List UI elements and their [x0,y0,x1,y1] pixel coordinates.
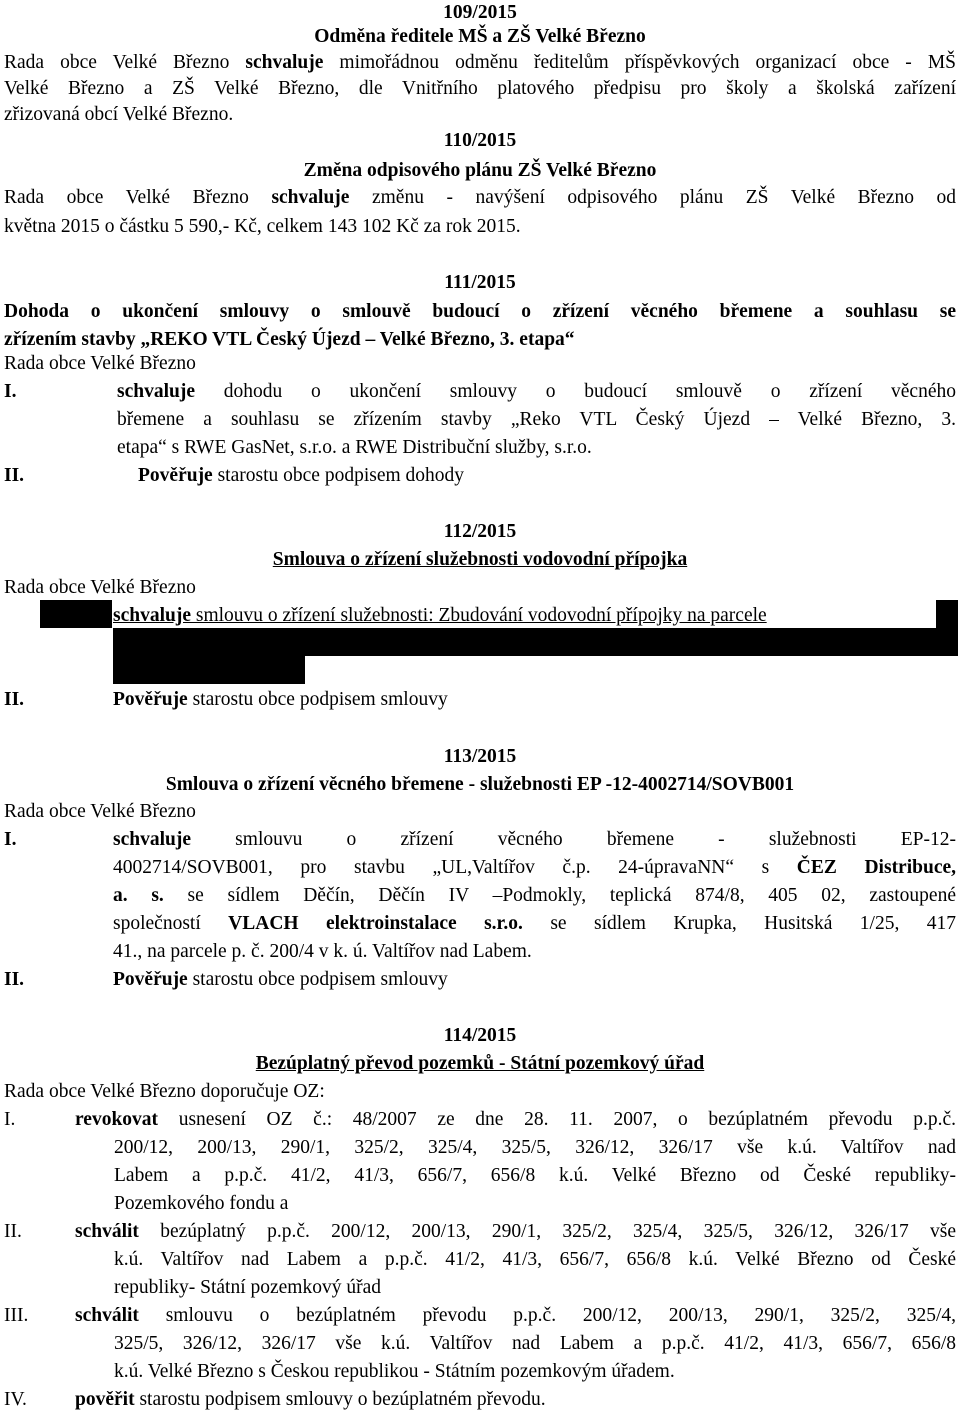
resolution-title: Smlouva o zřízení služebnosti vodovodní přípojka [272,549,688,570]
body-intro: Rada obce Velké Březno doporučuje OZ: [4,1081,325,1102]
text-line: Pověřuje starostu obce podpisem dohody [138,465,465,486]
text-line: 41., na parcele p. č. 200/4 v k. ú. Valtířov nad Labem. [113,941,532,962]
text-line: společností VLACH elektroinstalace s.r.o. se sídlem Krupka, Husitská 1/25, 417 [113,913,956,934]
text-line: 4002714/SOVB001, pro stavbu „UL,Valtířov č.p. 24-úpravaNN“ s ČEZ Distribuce, [113,857,957,878]
text-line: zřizovaná obcí Velké Březno. [4,104,234,125]
item-number: III. [4,1305,29,1326]
resolution-number: 109/2015 [443,2,517,23]
text-line: břemene a souhlasu se zřízením stavby „Reko VTL Český Újezd – Velké Březno, 3. [117,409,956,430]
redaction-block [936,600,958,628]
item-number: II. [4,969,25,990]
text-line: republiky- Státní pozemkový úřad [114,1277,381,1298]
text-line: schvaluje smlouvu o zřízení věcného břemene - služebnosti EP-12- [113,829,956,850]
text-line: Rada obce Velké Březno schvaluje změnu - navýšení odpisového plánu ZŠ Velké Březno od [4,187,957,208]
text-line: etapa“ s RWE GasNet, s.r.o. a RWE Distribuční služby, s.r.o. [117,437,592,458]
text-line: k.ú. Velké Březno s Českou republikou - Státním pozemkovým úřadem. [114,1361,675,1382]
redaction-block [113,628,958,656]
item-number: I. [4,1109,16,1130]
item-number: IV. [4,1389,27,1410]
item-number: I. [4,381,17,402]
resolution-title: Smlouva o zřízení věcného břemene - služebnosti EP -12-4002714/SOVB001 [165,774,795,795]
text-line: Rada obce Velké Březno schvaluje mimořádnou odměnu ředitelům příspěvkových organizací obce - MŠ [4,52,956,73]
item-number: II. [4,1221,22,1242]
resolution-number: 111/2015 [444,272,516,293]
body-intro: Rada obce Velké Březno [4,577,196,598]
redaction-block [40,600,112,628]
text-line: Labem a p.p.č. 41/2, 41/3, 656/7, 656/8 k.ú. Velké Březno od České republiky- [114,1165,956,1186]
text-line: schválit bezúplatný p.p.č. 200/12, 200/13, 290/1, 325/2, 325/4, 325/5, 326/12, 326/17 vše [75,1221,956,1242]
text-line: Velké Březno a ZŠ Velké Březno, dle Vnitřního platového předpisu pro školy a školská zařízení [4,78,956,99]
text-line: k.ú. Valtířov nad Labem a p.p.č. 41/2, 41/3, 656/7, 656/8 k.ú. Velké Březno od České [114,1249,956,1270]
text-line: schvaluje smlouvu o zřízení služebnosti: Zbudování vodovodní přípojky na parcele [113,605,767,626]
resolution-title: Odměna ředitele MŠ a ZŠ Velké Březno [314,26,646,47]
redaction-block [113,656,305,684]
item-number: II. [4,689,25,710]
text-line: schválit smlouvu o bezúplatném převodu p.p.č. 200/12, 200/13, 290/1, 325/2, 325/4, [75,1305,956,1326]
text-line: května 2015 o částku 5 590,- Kč, celkem 143 102 Kč za rok 2015. [4,216,521,237]
text-line: schvaluje dohodu o ukončení smlouvy o budoucí smlouvě o zřízení věcného [117,381,956,402]
text-line: a. s. se sídlem Děčín, Děčín IV –Podmokly, teplická 874/8, 405 02, zastoupené [113,885,956,906]
text-line: Pověřuje starostu obce podpisem smlouvy [113,689,448,710]
resolution-number: 114/2015 [443,1025,517,1046]
text-line: Pozemkového fondu a [114,1193,289,1214]
text-line: pověřit starostu podpisem smlouvy o bezúplatném převodu. [75,1389,546,1410]
text-line: Pověřuje starostu obce podpisem smlouvy [113,969,448,990]
resolution-number: 110/2015 [443,130,517,151]
resolution-title: zřízením stavby „REKO VTL Český Újezd – Velké Březno, 3. etapa“ [4,329,575,350]
resolution-title: Změna odpisového plánu ZŠ Velké Březno [303,160,657,181]
text-line: 200/12, 200/13, 290/1, 325/2, 325/4, 325/5, 326/12, 326/17 vše k.ú. Valtířov nad [114,1137,956,1158]
resolution-number: 113/2015 [443,746,517,767]
resolution-title: Bezúplatný převod pozemků - Státní pozemkový úřad [255,1053,705,1074]
body-intro: Rada obce Velké Březno [4,353,196,374]
resolution-title: Dohoda o ukončení smlouvy o smlouvě budoucí o zřízení věcného břemene a souhlasu se [4,301,956,322]
resolution-number: 112/2015 [443,521,517,542]
text-line: revokovat usnesení OZ č.: 48/2007 ze dne 28. 11. 2007, o bezúplatném převodu p.p.č. [75,1109,956,1130]
item-number: I. [4,829,17,850]
body-intro: Rada obce Velké Březno [4,801,196,822]
text-line: 325/5, 326/12, 326/17 vše k.ú. Valtířov nad Labem a p.p.č. 41/2, 41/3, 656/7, 656/8 [114,1333,956,1354]
item-number: II. [4,465,25,486]
